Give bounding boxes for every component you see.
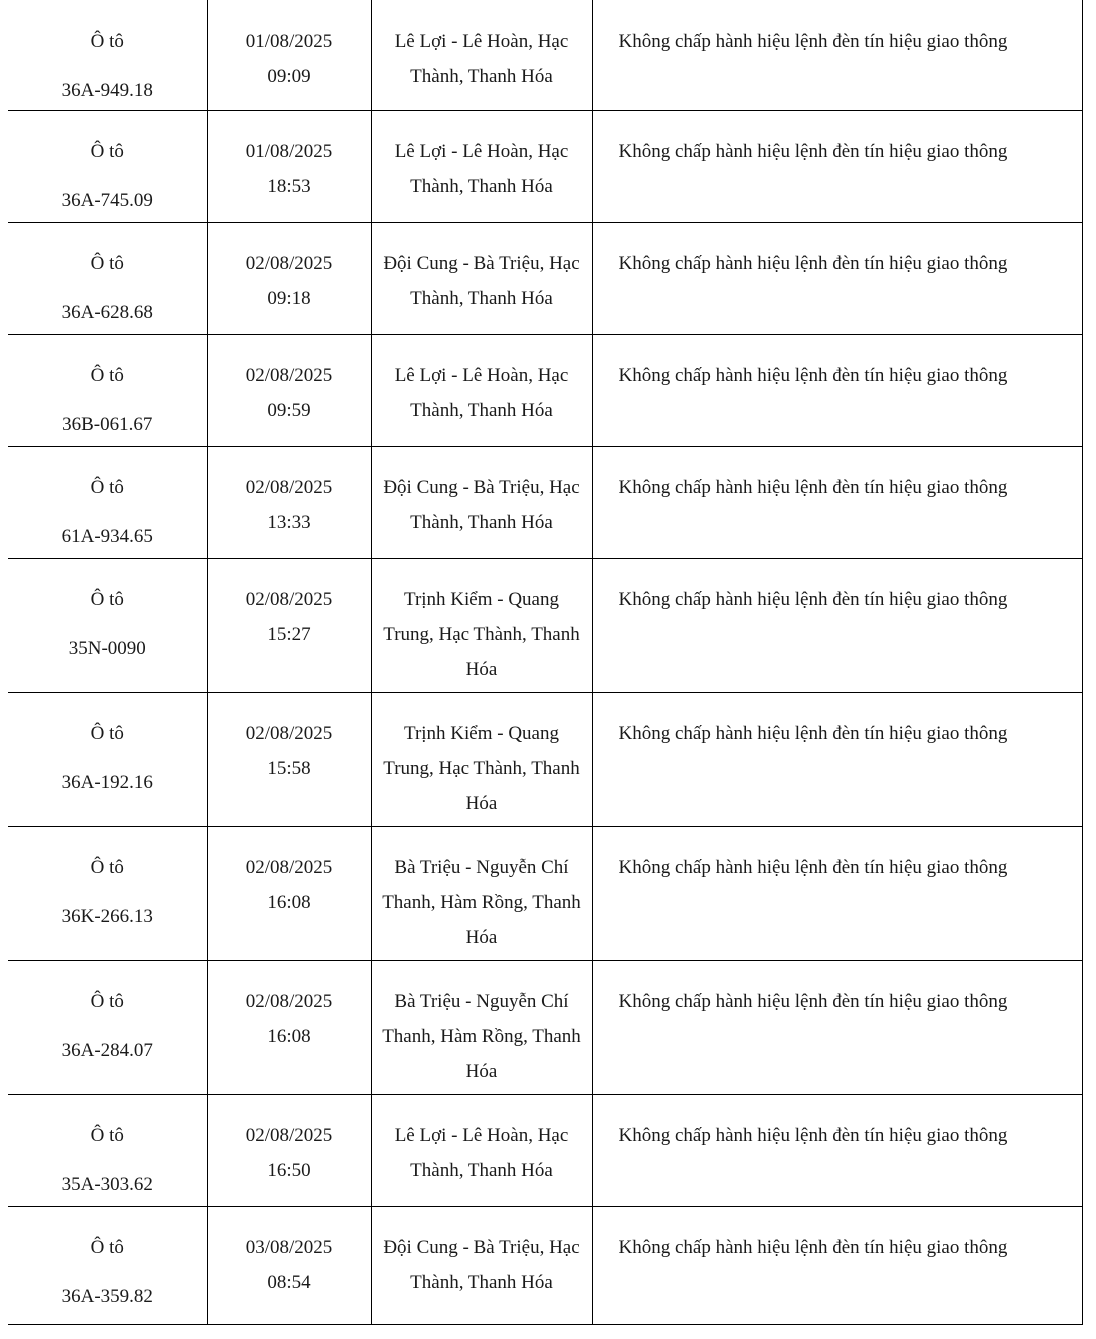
vehicle-cell [8, 111, 207, 223]
violation-date: 02/08/2025 [245, 857, 333, 878]
license-plate: 35A-303.62 [61, 1174, 153, 1195]
violation-date: 02/08/2025 [245, 365, 333, 386]
license-plate: 61A-934.65 [61, 526, 153, 547]
violation-cell: Không chấp hành hiệu lệnh đèn tín hiệu giao thông [592, 447, 1082, 559]
table-row [8, 1095, 1082, 1207]
violation-date: 02/08/2025 [245, 253, 333, 274]
violation-date: 02/08/2025 [245, 477, 333, 498]
table-row [8, 827, 1082, 961]
violation-time: 09:18 [267, 288, 311, 309]
violation-table [8, 0, 1083, 1325]
violation-time: 15:58 [267, 758, 311, 779]
table-row [8, 961, 1082, 1095]
time-cell [207, 1095, 371, 1207]
location-cell: Lê Lợi - Lê Hoàn, Hạc Thành, Thanh Hóa [371, 335, 592, 447]
vehicle-type: Ô tô [90, 141, 124, 162]
violation-cell: Không chấp hành hiệu lệnh đèn tín hiệu giao thông [592, 693, 1082, 827]
violation-time: 09:59 [267, 400, 311, 421]
violation-time: 09:09 [267, 66, 311, 87]
license-plate: 36A-359.82 [61, 1286, 153, 1307]
table-row [8, 559, 1082, 693]
time-cell [207, 223, 371, 335]
time-cell [207, 111, 371, 223]
license-plate: 36K-266.13 [61, 906, 153, 927]
license-plate: 36A-745.09 [61, 190, 153, 211]
violation-time: 16:50 [267, 1160, 311, 1181]
vehicle-type: Ô tô [90, 31, 124, 52]
location-cell: Lê Lợi - Lê Hoàn, Hạc Thành, Thanh Hóa [371, 1095, 592, 1207]
location-cell: Đội Cung - Bà Triệu, Hạc Thành, Thanh Hóa [371, 1207, 592, 1325]
violation-date: 02/08/2025 [245, 723, 333, 744]
violation-cell: Không chấp hành hiệu lệnh đèn tín hiệu giao thông [592, 1095, 1082, 1207]
license-plate: 35N-0090 [68, 638, 146, 659]
vehicle-cell [8, 693, 207, 827]
violation-time: 16:08 [267, 1026, 311, 1047]
violation-time: 08:54 [267, 1272, 311, 1293]
violation-cell: Không chấp hành hiệu lệnh đèn tín hiệu giao thông [592, 961, 1082, 1095]
table-row [8, 447, 1082, 559]
location-cell: Trịnh Kiểm - Quang Trung, Hạc Thành, Thanh Hóa [371, 693, 592, 827]
table-row [8, 1207, 1082, 1325]
location-cell: Đội Cung - Bà Triệu, Hạc Thành, Thanh Hóa [371, 447, 592, 559]
table-row [8, 0, 1082, 111]
vehicle-type: Ô tô [90, 365, 124, 386]
time-cell [207, 693, 371, 827]
location-cell: Trịnh Kiểm - Quang Trung, Hạc Thành, Thanh Hóa [371, 559, 592, 693]
vehicle-cell [8, 961, 207, 1095]
vehicle-cell [8, 447, 207, 559]
violation-cell: Không chấp hành hiệu lệnh đèn tín hiệu giao thông [592, 335, 1082, 447]
vehicle-cell [8, 1095, 207, 1207]
vehicle-cell [8, 223, 207, 335]
time-cell [207, 0, 371, 111]
table-row [8, 335, 1082, 447]
violation-date: 02/08/2025 [245, 1125, 333, 1146]
time-cell [207, 961, 371, 1095]
vehicle-type: Ô tô [90, 1125, 124, 1146]
violation-cell: Không chấp hành hiệu lệnh đèn tín hiệu giao thông [592, 223, 1082, 335]
time-cell [207, 335, 371, 447]
vehicle-type: Ô tô [90, 253, 124, 274]
vehicle-cell [8, 335, 207, 447]
violation-cell: Không chấp hành hiệu lệnh đèn tín hiệu giao thông [592, 0, 1082, 111]
violation-date: 01/08/2025 [245, 31, 333, 52]
table-row [8, 111, 1082, 223]
license-plate: 36A-192.16 [61, 772, 153, 793]
table-row [8, 223, 1082, 335]
violation-time: 18:53 [267, 176, 311, 197]
vehicle-type: Ô tô [90, 857, 124, 878]
violation-time: 16:08 [267, 892, 311, 913]
table-row [8, 693, 1082, 827]
vehicle-cell [8, 1207, 207, 1325]
vehicle-type: Ô tô [90, 589, 124, 610]
time-cell [207, 559, 371, 693]
time-cell [207, 447, 371, 559]
location-cell: Bà Triệu - Nguyễn Chí Thanh, Hàm Rồng, Thanh Hóa [371, 827, 592, 961]
violation-date: 02/08/2025 [245, 589, 333, 610]
vehicle-type: Ô tô [90, 477, 124, 498]
location-cell: Lê Lợi - Lê Hoàn, Hạc Thành, Thanh Hóa [371, 0, 592, 111]
violation-cell: Không chấp hành hiệu lệnh đèn tín hiệu giao thông [592, 111, 1082, 223]
license-plate: 36A-284.07 [61, 1040, 153, 1061]
vehicle-cell [8, 827, 207, 961]
violation-table-container [8, 0, 1082, 1325]
violation-cell: Không chấp hành hiệu lệnh đèn tín hiệu giao thông [592, 559, 1082, 693]
violation-time: 15:27 [267, 624, 311, 645]
violation-date: 01/08/2025 [245, 141, 333, 162]
vehicle-cell [8, 0, 207, 111]
violation-time: 13:33 [267, 512, 311, 533]
license-plate: 36A-628.68 [61, 302, 153, 323]
vehicle-type: Ô tô [90, 1237, 124, 1258]
vehicle-type: Ô tô [90, 991, 124, 1012]
violation-date: 03/08/2025 [245, 1237, 333, 1258]
location-cell: Bà Triệu - Nguyễn Chí Thanh, Hàm Rồng, Thanh Hóa [371, 961, 592, 1095]
violation-cell: Không chấp hành hiệu lệnh đèn tín hiệu giao thông [592, 827, 1082, 961]
location-cell: Lê Lợi - Lê Hoàn, Hạc Thành, Thanh Hóa [371, 111, 592, 223]
violation-cell: Không chấp hành hiệu lệnh đèn tín hiệu giao thông [592, 1207, 1082, 1325]
vehicle-cell [8, 559, 207, 693]
violation-date: 02/08/2025 [245, 991, 333, 1012]
license-plate: 36A-949.18 [61, 80, 153, 101]
vehicle-type: Ô tô [90, 723, 124, 744]
time-cell [207, 1207, 371, 1325]
location-cell: Đội Cung - Bà Triệu, Hạc Thành, Thanh Hóa [371, 223, 592, 335]
time-cell [207, 827, 371, 961]
license-plate: 36B-061.67 [62, 414, 153, 435]
